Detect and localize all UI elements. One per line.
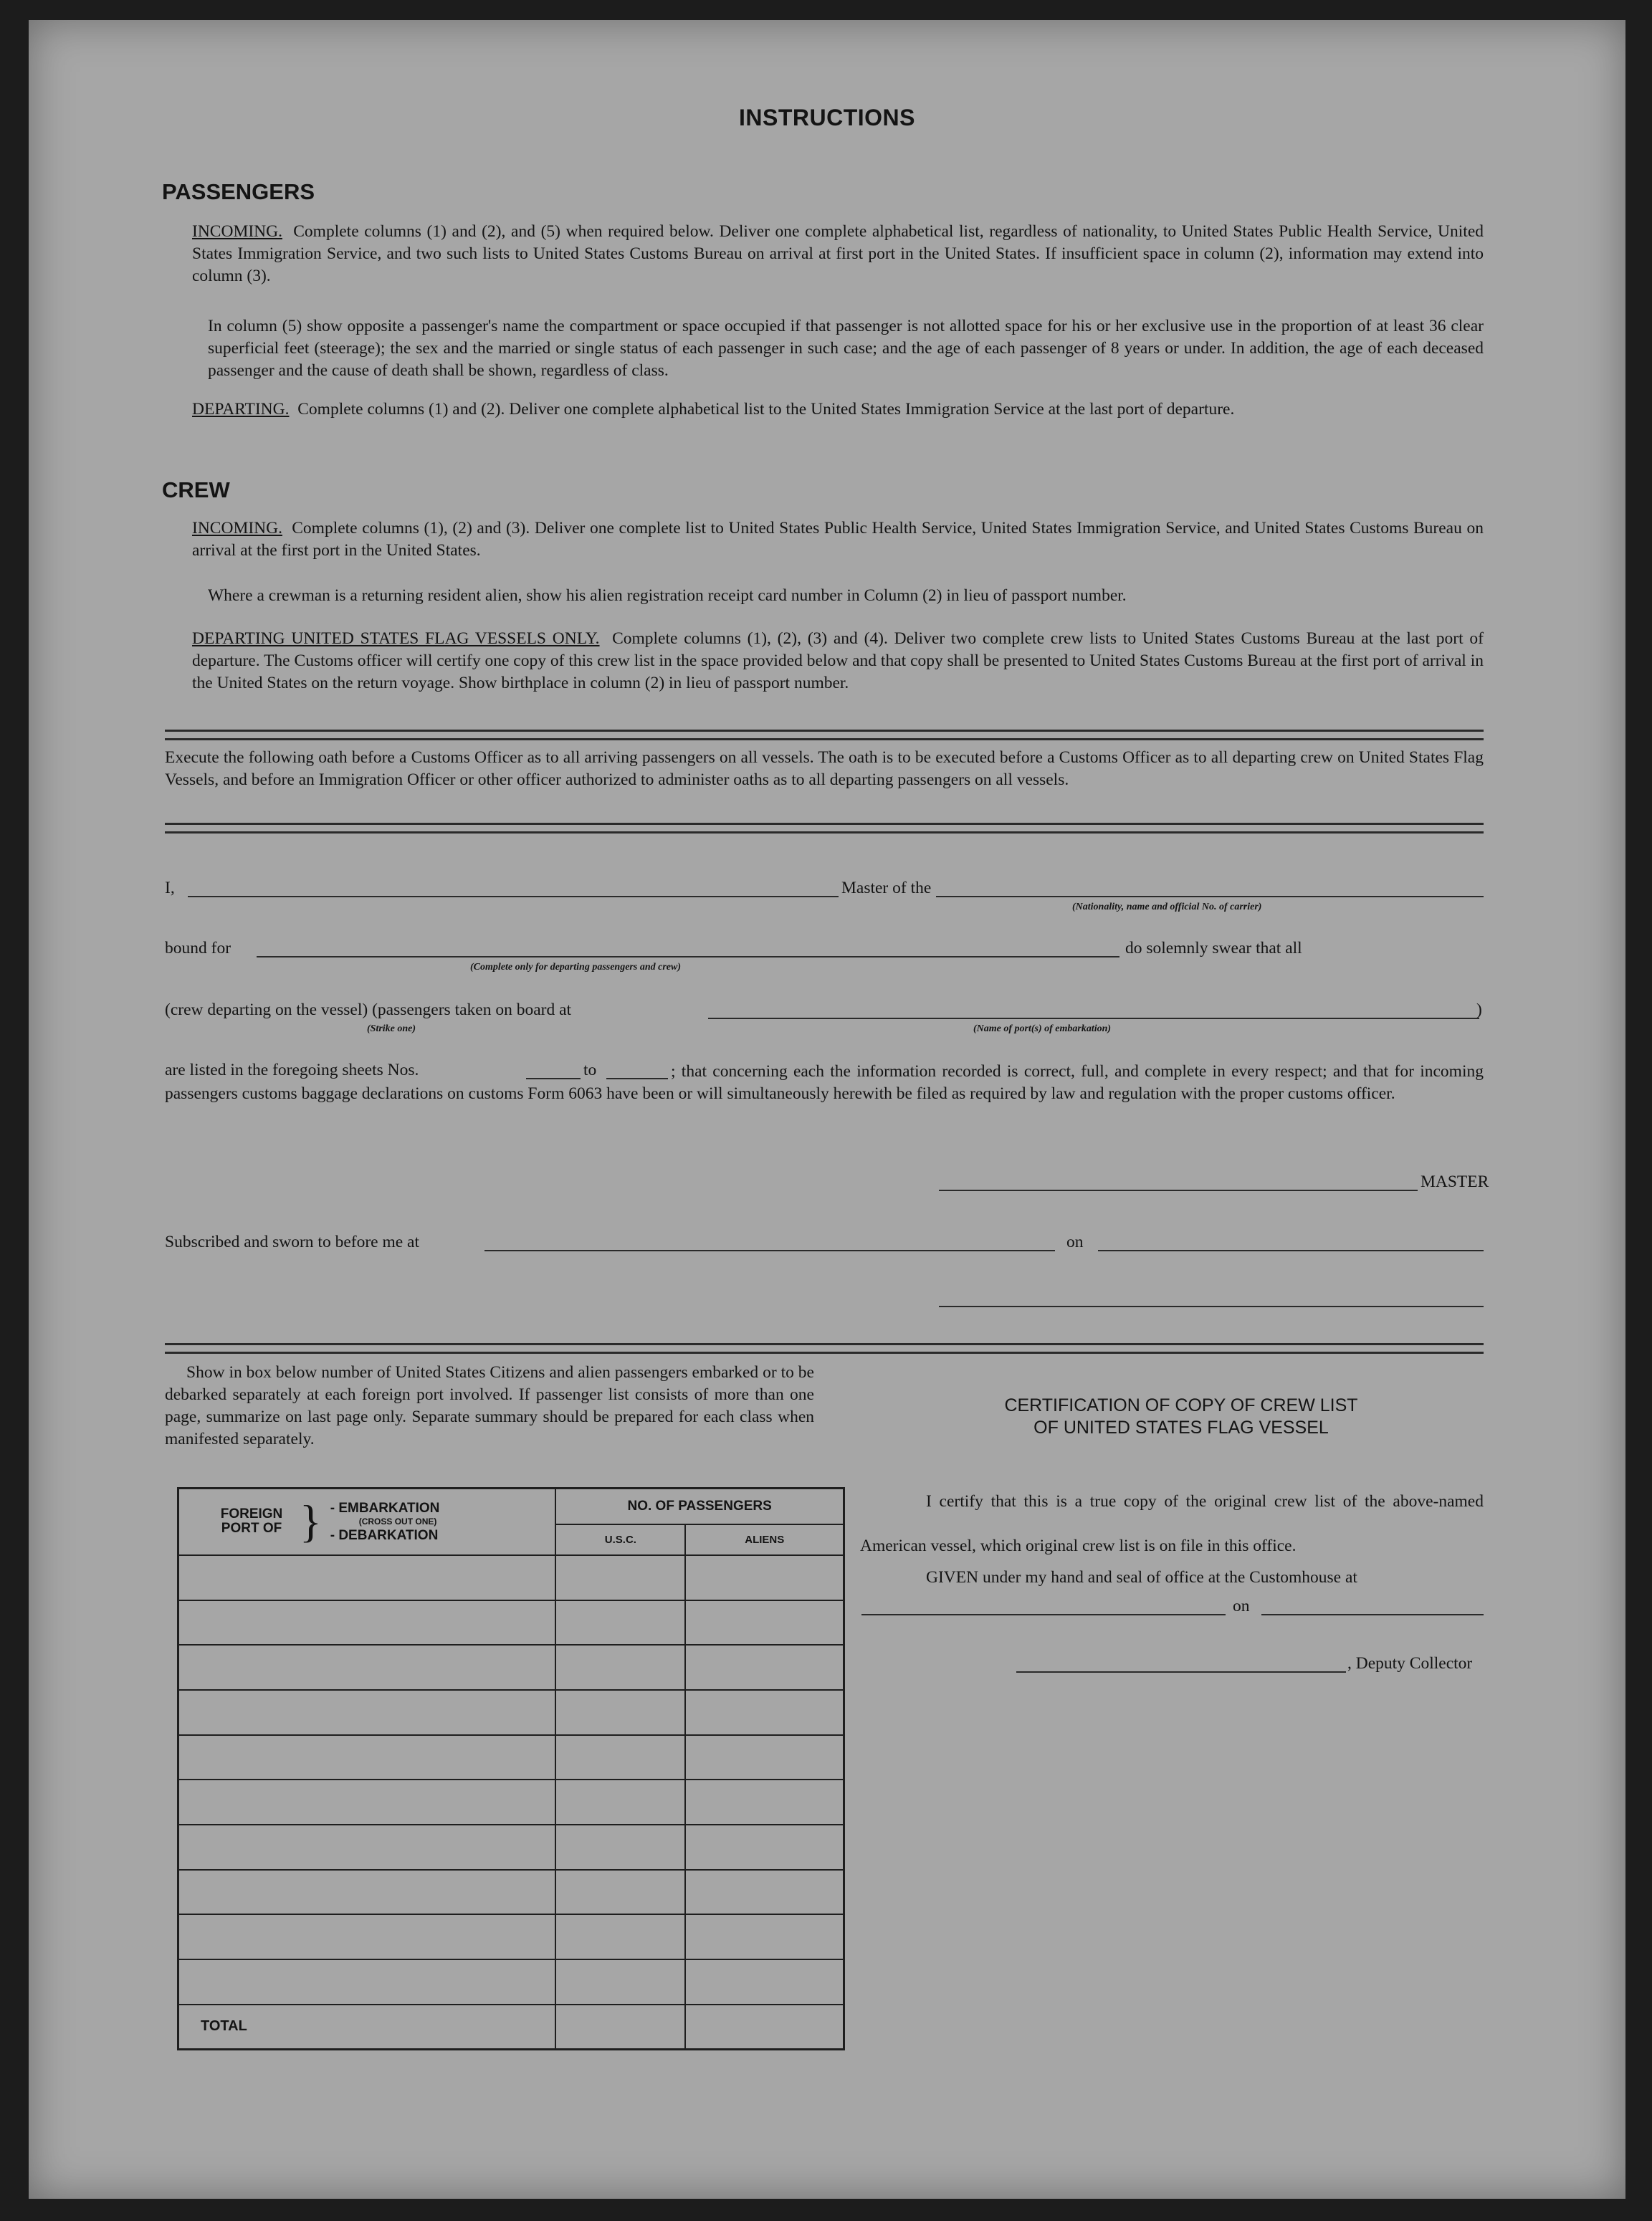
- port-cell[interactable]: [178, 1645, 556, 1690]
- summary-note: Show in box below number of United States Citizens and alien passengers embarked or to be debarked separately at each foreign port involved. If passenger list consists of more than one page, summarize on last page only. Separate summary should be prepared for each class when manifested separately.: [165, 1363, 814, 1448]
- section-divider: [165, 1343, 1484, 1354]
- passengers-heading: PASSENGERS: [162, 179, 315, 204]
- sworn-on-label: on: [1066, 1233, 1084, 1251]
- crew-incoming-paragraph: [192, 517, 1484, 562]
- usc-cell[interactable]: [555, 1555, 685, 1600]
- usc-total-cell[interactable]: [555, 2005, 685, 2050]
- crew-passengers-label: (crew departing on the vessel) (passengers taken on board at: [165, 1000, 572, 1019]
- i-label: I,: [165, 879, 175, 897]
- crew-departing-paragraph: [192, 628, 1484, 694]
- foreign-port-label: FOREIGN PORT OF: [220, 1506, 283, 1537]
- bound-for-label: bound for: [165, 939, 231, 957]
- port-note: (Name of port(s) of embarkation): [973, 1023, 1112, 1034]
- port-cell[interactable]: [178, 1735, 556, 1780]
- debarkation-label: - DEBARKATION: [330, 1527, 439, 1543]
- passengers-column5-paragraph: In column (5) show opposite a passenger's name the compartment or space occupied if that passenger is not allotted space for his or her exclusive use in the proportion of at least 36 clear superficial feet (steerage); the sex and the married or single status of each passenger in such case; and the age of each passenger of 8 years or under. In addition, the age of each deceased passenger and the cause of death shall be shown, regardless of class.: [208, 317, 1484, 380]
- listed-label: are listed in the foregoing sheets Nos.: [165, 1061, 419, 1079]
- usc-cell[interactable]: [555, 1870, 685, 1915]
- brace-glyph: }: [300, 1496, 322, 1547]
- aliens-cell[interactable]: [685, 1690, 844, 1735]
- certification-given: GIVEN under my hand and seal of office at the Customhouse at: [926, 1568, 1357, 1587]
- listed-to-label: to: [583, 1061, 597, 1079]
- bound-for-field[interactable]: [257, 956, 1119, 957]
- passengers-incoming-paragraph: [192, 221, 1484, 287]
- usc-header: U.S.C.: [555, 1524, 685, 1554]
- sworn-place-field[interactable]: [484, 1250, 1055, 1251]
- usc-cell[interactable]: [555, 1825, 685, 1870]
- aliens-cell[interactable]: [685, 1645, 844, 1690]
- aliens-total-cell[interactable]: [685, 2005, 844, 2050]
- passenger-summary-table: [177, 1487, 845, 2050]
- section-divider: [165, 730, 1484, 740]
- aliens-cell[interactable]: [685, 1735, 844, 1780]
- certification-on-label: on: [1233, 1597, 1250, 1615]
- aliens-cell[interactable]: [685, 1959, 844, 2005]
- sworn-date-field[interactable]: [1098, 1250, 1484, 1251]
- aliens-cell[interactable]: [685, 1600, 844, 1646]
- embarkation-label: - EMBARKATION: [330, 1500, 440, 1516]
- master-label: MASTER: [1421, 1172, 1489, 1191]
- deputy-label: , Deputy Collector: [1347, 1654, 1473, 1673]
- certification-text: I certify that this is a true copy of the original crew list of the above-named American vessel, which original crew list is on file in this office.: [860, 1492, 1484, 1555]
- passengers-incoming-lead: INCOMING.: [192, 222, 282, 241]
- aliens-cell[interactable]: [685, 1825, 844, 1870]
- embarkation-port-field[interactable]: [708, 1018, 1479, 1019]
- form-sheet: [29, 20, 1625, 2199]
- subscribed-label: Subscribed and sworn to before me at: [165, 1233, 420, 1251]
- nationality-note: (Nationality, name and official No. of carrier): [1072, 902, 1262, 912]
- aliens-cell[interactable]: [685, 1555, 844, 1600]
- aliens-cell[interactable]: [685, 1914, 844, 1959]
- master-name-field[interactable]: [188, 896, 839, 897]
- port-cell[interactable]: [178, 1870, 556, 1915]
- cross-out-label: (CROSS OUT ONE): [358, 1516, 437, 1527]
- foreign-port-header: [178, 1489, 556, 1555]
- usc-cell[interactable]: [555, 1690, 685, 1735]
- crew-incoming-text: Complete columns (1), (2) and (3). Deliver one complete list to United States Public Health Service, United States Immigration Service, and United States Customs Bureau on arrival at the first port in the United States.: [192, 519, 1484, 560]
- customhouse-field[interactable]: [861, 1614, 1226, 1615]
- usc-cell[interactable]: [555, 1600, 685, 1646]
- certification-heading-line1: CERTIFICATION OF COPY OF CREW LIST: [1004, 1395, 1358, 1415]
- crew-resident-paragraph: Where a crewman is a returning resident alien, show his alien registration receipt card number in Column (2) in lieu of passport number.: [208, 586, 1127, 605]
- crew-departing-text: Complete columns (1), (2), (3) and (4). Deliver two complete crew lists to United States Customs Bureau at the last port of departure. The Customs officer will certify one copy of this crew list in the space provided below and that copy shall be presented to United States Customs Bureau at the first port of arrival in the United States on the return voyage. Show birthplace in column (2) in lieu of passport number.: [192, 629, 1484, 692]
- port-cell[interactable]: [178, 1959, 556, 2005]
- officer-signature-field[interactable]: [939, 1306, 1484, 1307]
- total-label: TOTAL: [178, 2005, 556, 2050]
- oath-intro: Execute the following oath before a Customs Officer as to all arriving passengers on all vessels. The oath is to be executed before a Customs Officer as to all departing crew on United States Flag Vessels, and before an Immigration Officer or other officer authorized to administer oaths as to all departing passengers on all vessels.: [165, 748, 1484, 789]
- listed-text: ; that concerning each the information recorded is correct, full, and complete in every respect; and that for incoming passengers customs baggage declarations on customs Form 6063 have been or will simultaneously herewith be filed as required by law and regulation with the proper customs officer.: [165, 1062, 1484, 1103]
- bound-for-note: (Complete only for departing passengers and crew): [470, 962, 681, 973]
- aliens-header: ALIENS: [685, 1524, 844, 1554]
- section-divider: [165, 823, 1484, 834]
- certification-heading: [882, 1395, 1481, 1439]
- deputy-signature-field[interactable]: [1016, 1671, 1346, 1673]
- passengers-departing-paragraph: [192, 398, 1484, 421]
- certification-date-field[interactable]: [1261, 1614, 1484, 1615]
- port-cell[interactable]: [178, 1555, 556, 1600]
- close-paren: ): [1476, 1000, 1482, 1019]
- aliens-cell[interactable]: [685, 1870, 844, 1915]
- usc-cell[interactable]: [555, 1735, 685, 1780]
- port-cell[interactable]: [178, 1690, 556, 1735]
- passengers-departing-text: Complete columns (1) and (2). Deliver one complete alphabetical list to the United States Immigration Service at the last port of departure.: [297, 400, 1235, 419]
- usc-cell[interactable]: [555, 1645, 685, 1690]
- certification-heading-line2: OF UNITED STATES FLAG VESSEL: [1033, 1418, 1329, 1438]
- aliens-cell[interactable]: [685, 1780, 844, 1825]
- usc-cell[interactable]: [555, 1780, 685, 1825]
- page-title: INSTRUCTIONS: [739, 105, 915, 130]
- port-cell[interactable]: [178, 1825, 556, 1870]
- port-cell[interactable]: [178, 1600, 556, 1646]
- carrier-field[interactable]: [936, 896, 1484, 897]
- crew-departing-lead: DEPARTING UNITED STATES FLAG VESSELS ONLY.: [192, 629, 600, 648]
- strike-note: (Strike one): [367, 1023, 416, 1034]
- usc-cell[interactable]: [555, 1914, 685, 1959]
- crew-heading: CREW: [162, 477, 230, 502]
- port-cell[interactable]: [178, 1914, 556, 1959]
- swear-label: do solemnly swear that all: [1125, 939, 1302, 957]
- num-passengers-header: NO. OF PASSENGERS: [555, 1489, 844, 1525]
- master-signature-field[interactable]: [939, 1190, 1418, 1191]
- passengers-incoming-text: Complete columns (1) and (2), and (5) when required below. Deliver one complete alphabetical list, regardless of nationality, to United States Public Health Service, United States Immigration Service, and two such lists to United States Customs Bureau on arrival at first port in the United States. If insufficient space in column (2), information may extend into column (3).: [192, 222, 1484, 285]
- port-cell[interactable]: [178, 1780, 556, 1825]
- passengers-departing-lead: DEPARTING.: [192, 400, 290, 419]
- master-of-label: Master of the: [841, 879, 932, 897]
- crew-incoming-lead: INCOMING.: [192, 519, 282, 538]
- usc-cell[interactable]: [555, 1959, 685, 2005]
